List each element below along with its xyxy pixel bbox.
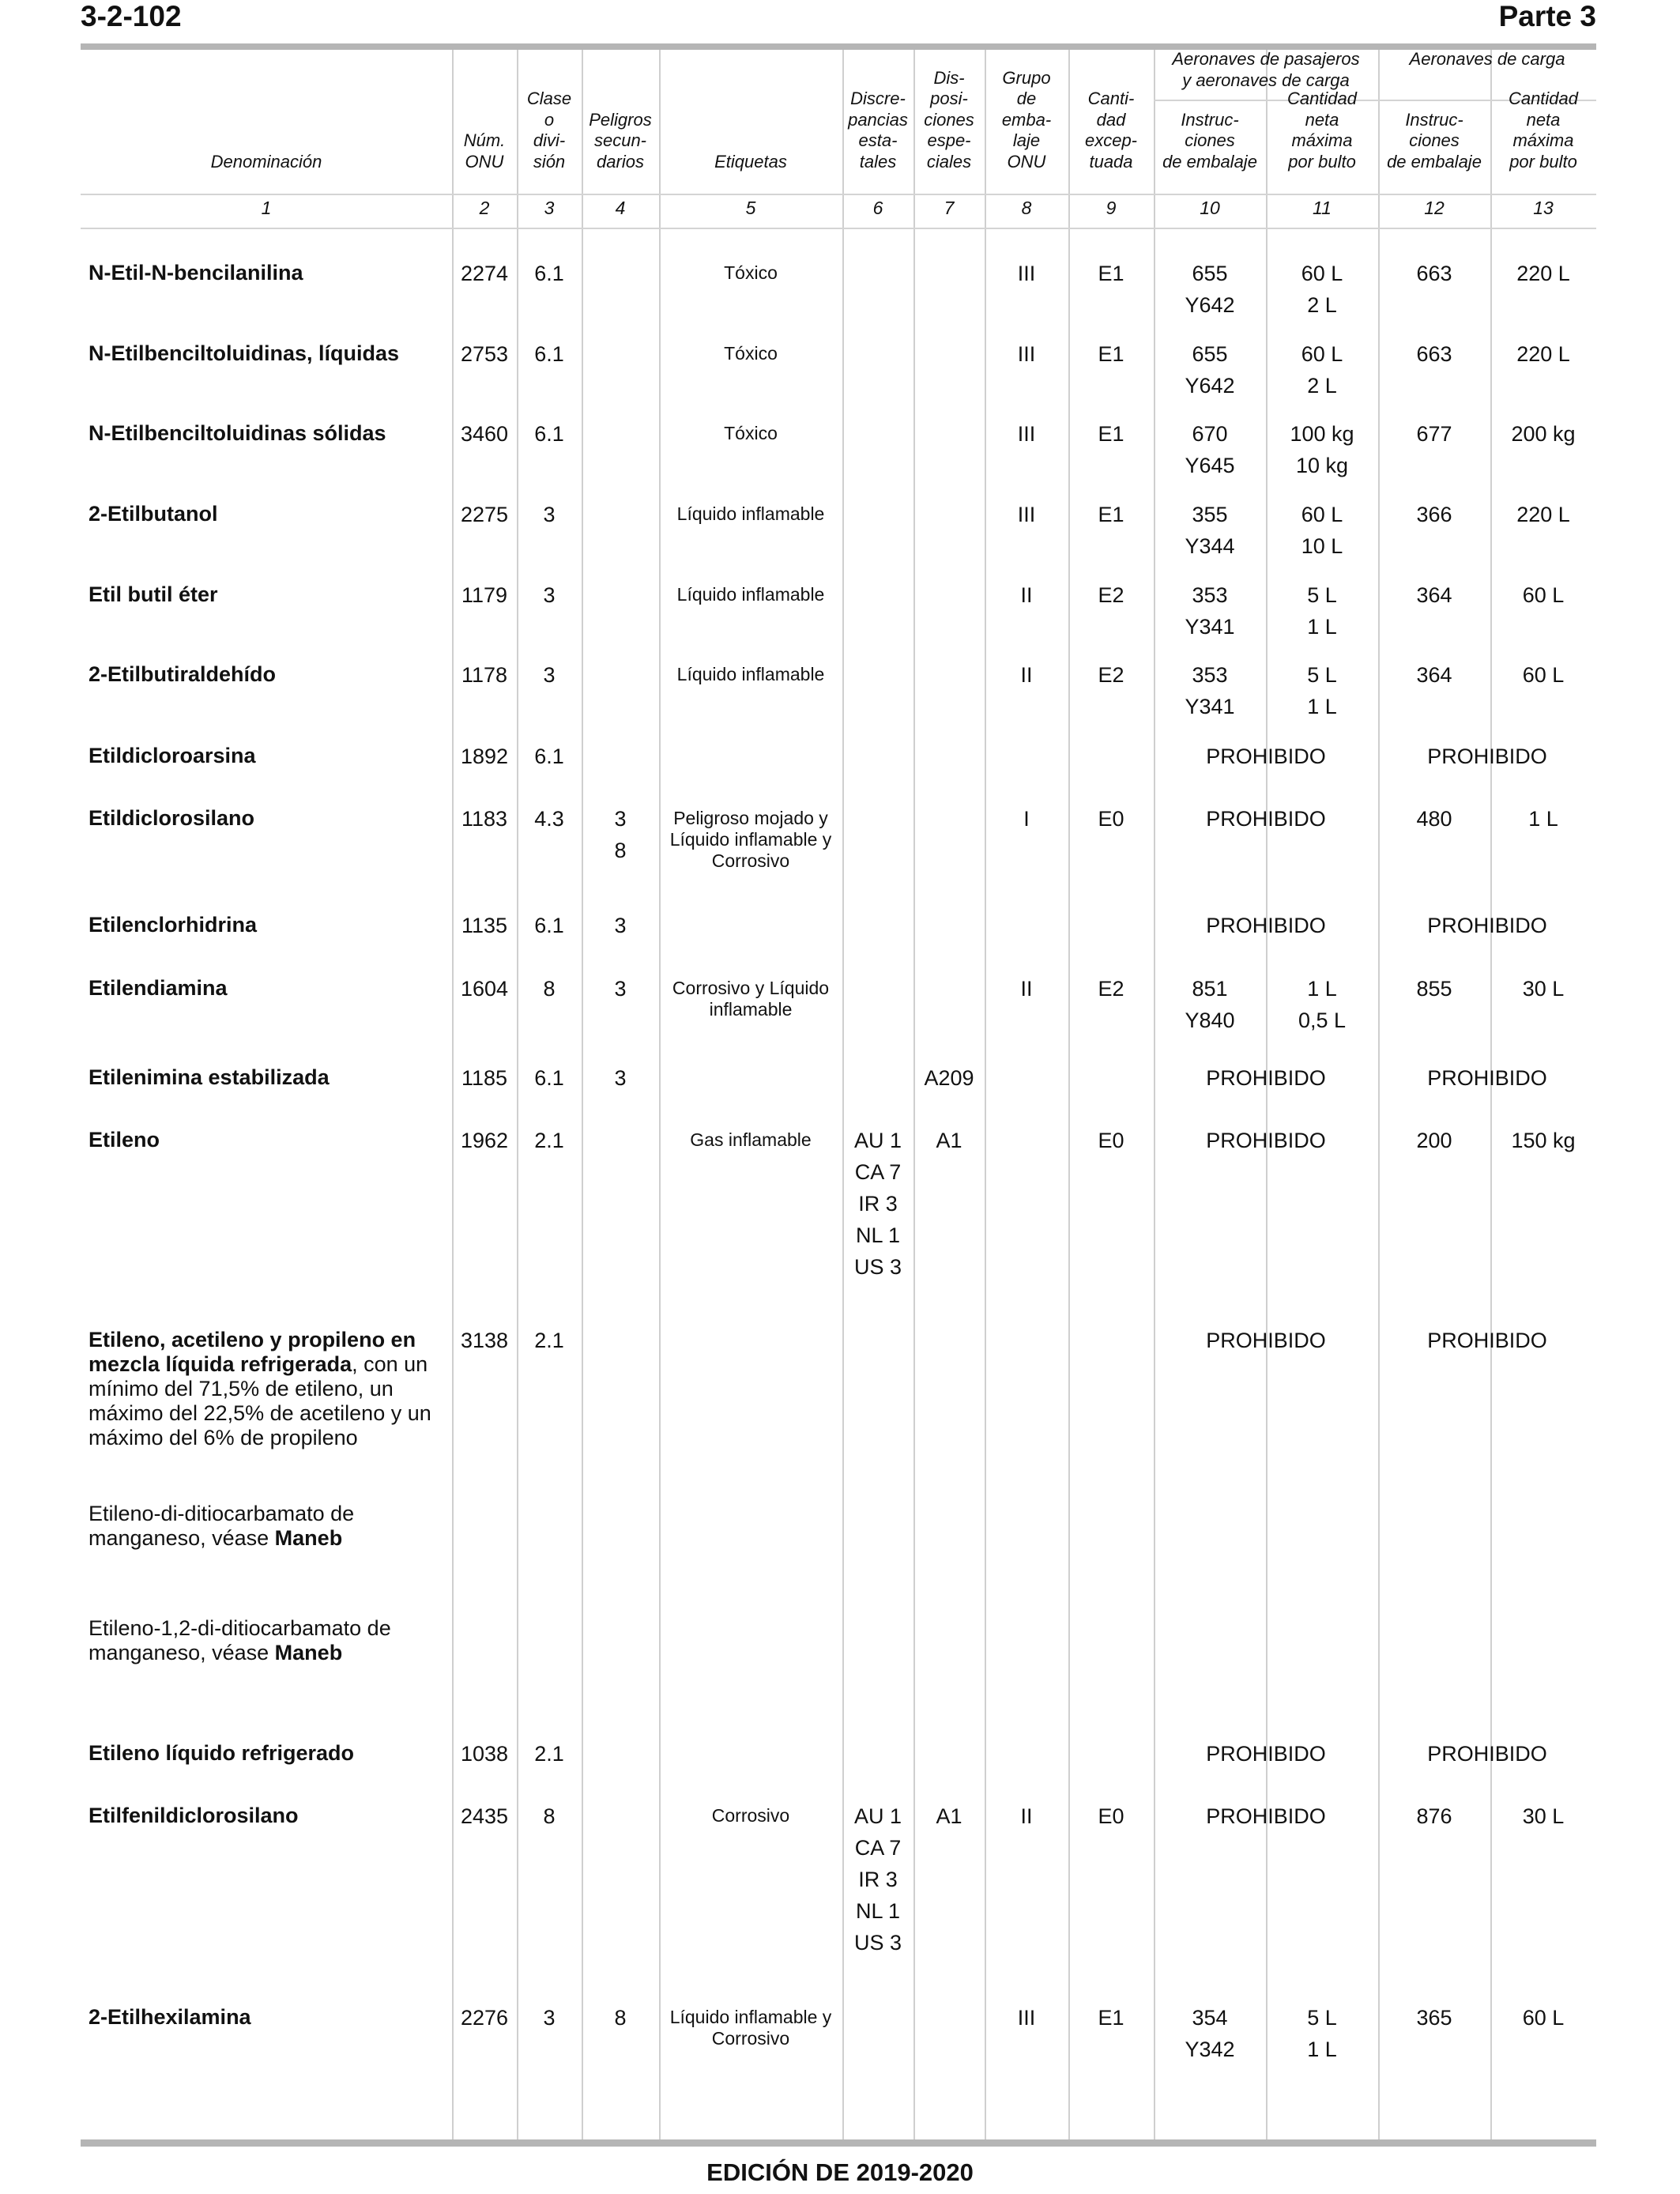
cell-c-qty: 220 L <box>1516 342 1570 366</box>
passenger-prohibited: PROHIBIDO <box>1206 807 1326 831</box>
cell-un: 1604 <box>460 977 509 1001</box>
cell-eq: E2 <box>1098 663 1124 687</box>
cargo-prohibited: PROHIBIDO <box>1427 1066 1547 1090</box>
cell-c-qty: 60 L <box>1522 583 1565 607</box>
column-number: 9 <box>1106 198 1117 218</box>
entry-name <box>89 1502 444 1551</box>
column-header: Instruc- ciones de embalaje <box>1162 109 1257 172</box>
cell-sub: 3 <box>614 1066 627 1090</box>
cell-label: Corrosivo <box>711 1805 790 1826</box>
part-label: Parte 3 <box>1498 0 1596 32</box>
cell-p-qty: 60 L 2 L <box>1301 342 1343 398</box>
entry-name: N-Etil-N-bencilanilina <box>89 261 303 285</box>
cell-p-qty: 100 kg 10 kg <box>1290 422 1354 477</box>
passenger-prohibited: PROHIBIDO <box>1206 1329 1326 1352</box>
cell-eq: E0 <box>1098 1804 1124 1828</box>
cross-reference-target: Maneb <box>274 1526 343 1550</box>
cell-class: 3 <box>543 583 556 607</box>
cell-p-pi: 655 Y642 <box>1185 342 1235 398</box>
group-header-cargo: Aeronaves de carga <box>1409 49 1565 69</box>
cell-pg: III <box>1017 503 1036 526</box>
entry-name: Etilfenildiclorosilano <box>89 1804 299 1827</box>
column-number: 6 <box>872 198 883 218</box>
entry-name <box>89 1328 444 1450</box>
cell-class: 8 <box>543 977 556 1001</box>
cell-p-qty: 5 L 1 L <box>1307 583 1337 639</box>
cell-class: 3 <box>543 503 556 526</box>
passenger-prohibited: PROHIBIDO <box>1206 1804 1326 1828</box>
cargo-prohibited: PROHIBIDO <box>1427 745 1547 768</box>
cell-class: 6.1 <box>534 262 564 285</box>
cell-class: 6.1 <box>534 422 564 446</box>
cell-sp: A1 <box>936 1129 962 1152</box>
entry-name: 2-Etilbutiraldehído <box>89 662 277 686</box>
cell-c-pi: 480 <box>1416 807 1452 831</box>
cross-reference-text: Etileno-di-ditiocarbamato de manganeso, véase <box>89 1502 355 1550</box>
cell-eq: E0 <box>1098 807 1124 831</box>
cell-un: 1038 <box>460 1742 509 1766</box>
cell-p-pi: 655 Y642 <box>1185 262 1235 317</box>
cell-c-pi: 677 <box>1416 422 1452 446</box>
passenger-prohibited: PROHIBIDO <box>1206 1066 1326 1090</box>
cargo-prohibited: PROHIBIDO <box>1427 1742 1547 1766</box>
column-divider <box>582 50 583 2139</box>
cell-pg: II <box>1020 977 1033 1001</box>
cell-var: AU 1 CA 7 IR 3 NL 1 US 3 <box>853 1129 902 1279</box>
cell-p-pi: 851 Y840 <box>1185 977 1235 1032</box>
cell-label: Tóxico <box>724 423 778 443</box>
passenger-prohibited: PROHIBIDO <box>1206 914 1326 937</box>
bottom-rule <box>81 2139 1596 2147</box>
cell-p-pi: 670 Y645 <box>1185 422 1235 477</box>
column-number: 4 <box>615 198 626 218</box>
cell-label: Corrosivo y Líquido inflamable <box>672 978 830 1020</box>
cell-label: Líquido inflamable y Corrosivo <box>669 2007 832 2049</box>
column-number-rule <box>81 228 1596 229</box>
cell-sub: 8 <box>614 2006 627 2030</box>
cell-label: Tóxico <box>724 262 778 283</box>
cell-c-qty: 150 kg <box>1511 1129 1576 1152</box>
cell-eq: E0 <box>1098 1129 1124 1152</box>
cell-c-pi: 364 <box>1416 583 1452 607</box>
cell-p-qty: 1 L 0,5 L <box>1298 977 1347 1032</box>
cell-un: 1135 <box>461 914 508 937</box>
column-header: Grupo de emba- laje ONU <box>1001 67 1052 172</box>
cell-un: 1892 <box>460 745 509 768</box>
entry-name <box>89 1616 444 1665</box>
cell-c-pi: 364 <box>1416 663 1452 687</box>
column-number: 8 <box>1021 198 1032 218</box>
column-header: Clase o divi- sión <box>526 89 572 172</box>
entry-name-detail: , con un mínimo del 71,5% de etileno, un máximo del 22,5% de acetileno y un máximo del 6% de propileno <box>89 1352 431 1449</box>
cell-p-pi: 353 Y341 <box>1185 583 1235 639</box>
column-header: Cantidad neta máxima por bulto <box>1286 89 1358 172</box>
cell-sp: A209 <box>924 1066 974 1090</box>
column-header: Núm. ONU <box>463 130 506 172</box>
column-header: Instruc- ciones de embalaje <box>1387 109 1482 172</box>
cell-pg: I <box>1023 807 1030 831</box>
cell-eq: E2 <box>1098 977 1124 1001</box>
cell-un: 2274 <box>460 262 509 285</box>
cell-un: 1962 <box>460 1129 509 1152</box>
cell-un: 1183 <box>461 807 508 831</box>
cell-c-qty: 1 L <box>1528 807 1558 831</box>
cell-label: Tóxico <box>724 343 778 364</box>
cell-c-qty: 30 L <box>1522 1804 1565 1828</box>
cell-class: 6.1 <box>534 914 564 937</box>
cell-un: 2276 <box>460 2006 509 2030</box>
cell-c-pi: 876 <box>1416 1804 1452 1828</box>
cell-class: 4.3 <box>534 807 564 831</box>
cell-p-qty: 5 L 1 L <box>1307 2006 1337 2061</box>
cell-un: 3460 <box>460 422 509 446</box>
column-number: 13 <box>1533 198 1554 218</box>
page-number: 3-2-102 <box>81 0 182 32</box>
cell-p-pi: 355 Y344 <box>1185 503 1235 558</box>
cell-p-pi: 353 Y341 <box>1185 663 1235 718</box>
header-rule <box>81 194 1596 195</box>
cell-class: 3 <box>543 2006 556 2030</box>
cross-reference-target: Maneb <box>274 1641 343 1664</box>
column-number: 3 <box>544 198 555 218</box>
edition-footer: EDICIÓN DE 2019-2020 <box>706 2158 974 2186</box>
entry-name: Etildiclorosilano <box>89 806 255 830</box>
entry-name: Etilenclorhidrina <box>89 913 258 937</box>
cell-p-qty: 60 L 2 L <box>1301 262 1343 317</box>
cell-class: 2.1 <box>534 1129 564 1152</box>
column-number: 7 <box>944 198 955 218</box>
cell-c-pi: 663 <box>1416 342 1452 366</box>
cell-class: 2.1 <box>534 1742 564 1766</box>
column-number: 12 <box>1424 198 1445 218</box>
cell-eq: E1 <box>1098 262 1124 285</box>
cell-class: 6.1 <box>534 1066 564 1090</box>
entry-name: Etil butil éter <box>89 582 218 606</box>
cell-label: Líquido inflamable <box>676 584 825 605</box>
cell-c-qty: 60 L <box>1522 663 1565 687</box>
cell-class: 8 <box>543 1804 556 1828</box>
cell-label: Líquido inflamable <box>676 664 825 684</box>
cell-un: 1178 <box>461 663 508 687</box>
cell-c-pi: 200 <box>1416 1129 1452 1152</box>
cell-sp: A1 <box>936 1804 962 1828</box>
group-header-passenger: Aeronaves de pasajeros y aeronaves de carga <box>1172 49 1360 90</box>
cell-pg: III <box>1017 2006 1036 2030</box>
column-number: 11 <box>1313 198 1332 218</box>
entry-name: N-Etilbenciltoluidinas, líquidas <box>89 341 400 365</box>
cell-label: Peligroso mojado y Líquido inflamable y Corrosivo <box>669 808 832 871</box>
cell-c-qty: 220 L <box>1516 503 1570 526</box>
cell-pg: III <box>1017 342 1036 366</box>
cell-un: 2753 <box>460 342 509 366</box>
cell-sub: 3 8 <box>614 807 627 862</box>
column-header: Canti- dad excep- tuada <box>1084 89 1138 172</box>
cell-c-pi: 663 <box>1416 262 1452 285</box>
cell-c-qty: 60 L <box>1522 2006 1565 2030</box>
entry-name: Etilenimina estabilizada <box>89 1065 330 1089</box>
cell-class: 2.1 <box>534 1329 564 1352</box>
entry-name: 2-Etilhexilamina <box>89 2005 251 2029</box>
cell-pg: II <box>1020 663 1033 687</box>
entry-name-bold: Etileno, acetileno y propileno en mezcla líquida refrigerada <box>89 1328 416 1376</box>
entry-name: Etileno líquido refrigerado <box>89 1741 355 1765</box>
cross-reference-text: Etileno-1,2-di-ditiocarbamato de manganeso, véase <box>89 1616 391 1664</box>
passenger-prohibited: PROHIBIDO <box>1206 1129 1326 1152</box>
column-header: Denominación <box>210 151 322 172</box>
column-header: Peligros secun- darios <box>589 109 652 172</box>
cell-eq: E1 <box>1098 503 1124 526</box>
column-header: Etiquetas <box>714 151 787 172</box>
cell-sub: 3 <box>614 977 627 1001</box>
passenger-prohibited: PROHIBIDO <box>1206 1742 1326 1766</box>
cell-class: 6.1 <box>534 342 564 366</box>
cell-c-pi: 855 <box>1416 977 1452 1001</box>
column-number: 1 <box>261 198 272 218</box>
cargo-prohibited: PROHIBIDO <box>1427 1329 1547 1352</box>
entry-name: Etildicloroarsina <box>89 744 256 767</box>
cell-un: 1185 <box>461 1066 508 1090</box>
cell-c-qty: 30 L <box>1522 977 1565 1001</box>
cell-eq: E2 <box>1098 583 1124 607</box>
cell-pg: III <box>1017 422 1036 446</box>
column-number: 10 <box>1200 198 1220 218</box>
passenger-prohibited: PROHIBIDO <box>1206 745 1326 768</box>
cell-var: AU 1 CA 7 IR 3 NL 1 US 3 <box>853 1804 902 1955</box>
column-header: Discre- pancias esta- tales <box>848 89 908 172</box>
cell-sub: 3 <box>614 914 627 937</box>
entry-name: N-Etilbenciltoluidinas sólidas <box>89 421 386 445</box>
cell-c-pi: 366 <box>1416 503 1452 526</box>
cargo-prohibited: PROHIBIDO <box>1427 914 1547 937</box>
cell-pg: II <box>1020 1804 1033 1828</box>
cell-eq: E1 <box>1098 342 1124 366</box>
cell-p-qty: 5 L 1 L <box>1307 663 1337 718</box>
cell-eq: E1 <box>1098 422 1124 446</box>
column-header: Cantidad neta máxima por bulto <box>1508 89 1579 172</box>
cell-label: Líquido inflamable <box>676 503 825 524</box>
entry-name: Etilendiamina <box>89 976 228 1000</box>
cell-c-pi: 365 <box>1416 2006 1452 2030</box>
cell-c-qty: 220 L <box>1516 262 1570 285</box>
cell-c-qty: 200 kg <box>1511 422 1576 446</box>
entry-name: 2-Etilbutanol <box>89 502 218 526</box>
column-number: 5 <box>745 198 756 218</box>
cell-label: Gas inflamable <box>690 1129 812 1150</box>
cell-class: 6.1 <box>534 745 564 768</box>
entry-name: Etileno <box>89 1128 160 1152</box>
cell-un: 3138 <box>460 1329 509 1352</box>
cell-class: 3 <box>543 663 556 687</box>
column-number: 2 <box>479 198 490 218</box>
cell-p-qty: 60 L 10 L <box>1301 503 1343 558</box>
cell-un: 2435 <box>460 1804 509 1828</box>
cell-un: 2275 <box>460 503 509 526</box>
cell-pg: III <box>1017 262 1036 285</box>
cell-eq: E1 <box>1098 2006 1124 2030</box>
column-header: Dis- posi- ciones espe- ciales <box>924 67 974 172</box>
cell-p-pi: 354 Y342 <box>1185 2006 1235 2061</box>
cell-un: 1179 <box>461 583 508 607</box>
cell-pg: II <box>1020 583 1033 607</box>
